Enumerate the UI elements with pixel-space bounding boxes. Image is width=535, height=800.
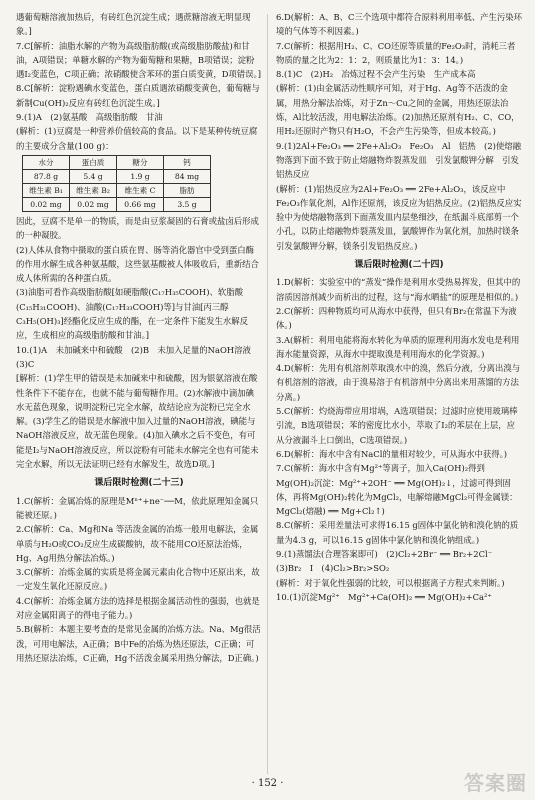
table-row	[23, 183, 211, 197]
answer-s23-q2: 2.C(解析：Ca、Mg和Na 等活泼金属的冶炼一般用电解法，金属单质与H₂O或CO₂反应生成碳酸钠，故不能用CO还原法治炼，Hg、Ag用热分解法冶炼。)	[16, 524, 259, 563]
answer-s24-q5: 5.C(解析：灼烧海带应用坩埚，A选项错误；过滤时应使用玻璃棒引流，B选项错误；苯的密度比水小，萃取了I₂的苯层在上层，应从分液漏斗上口倒出，C选项错误。)	[276, 406, 518, 445]
column-divider	[267, 14, 268, 774]
table-cell: 0.02 mg	[23, 197, 70, 211]
page-number: · 152 ·	[251, 778, 284, 789]
answer-s24-q8: 8.C(解析：采用差量法可求得16.15 g固体中氯化钠和溴化钠的质量为4.3 g，可以16.15 g固体中氯化钠和溴化钠组成。)	[276, 520, 519, 545]
table-cell: 维生素 C	[117, 183, 164, 197]
table-row	[23, 155, 211, 169]
tofu-nutrition-table	[22, 155, 211, 212]
answer-s23-q8: 8.(1)C (2)H₂ 冶炼过程不会产生污染 生产成本高	[276, 69, 476, 80]
table-row	[23, 197, 211, 211]
table-cell: 3.5 g	[164, 197, 211, 211]
table-cell: 糖分	[117, 155, 164, 169]
table-cell: 蛋白质	[70, 155, 117, 169]
section-heading-24: 课后限时检测(二十四)	[354, 260, 444, 271]
answer-s23-q9-explanation: (解析：(1)铝热反应为2Al+Fe₂O₃ ══ 2Fe+Al₂O₃，该反应中Fe₂O₃作氧化剂，Al作还原剂，该反应为铝热反应。(2)铝热反应实验中为使熔融物落到下面蒸发皿内层垫细沙，在纸漏斗底部剪一个小孔，以防止熔融物炸裂蒸发皿，氯酸钾作为氧化剂，加热时镁条引发氯酸钾分解，镁条引发铝热反应。)	[276, 183, 522, 251]
answer-s24-q7: 7.C(解析：海水中含有Mg²⁺等离子，加入Ca(OH)₂得到Mg(OH)₂沉淀：Mg²⁺+2OH⁻ ══ Mg(OH)₂↓，过滤可得到固体，再将Mg(OH)₂转化为MgCl₂，电解熔融MgCl₂可得金属镁：MgCl₂(熔融) ══ Mg+Cl₂↑)	[276, 463, 518, 517]
answer-s24-q4: 4.D(解析：先用有机溶剂萃取溴水中的溴，然后分液，分离出溴与有机溶剂的溶液，由于溴易溶于有机溶剂中分离出来用蒸馏的方法分离。)	[276, 363, 521, 402]
answer-s23-q7: 7.C(解析：根据用H₂、C、CO还原等质量的Fe₂O₃时，消耗三者物质的量之比为2：1：2，则质量比为1：3：14。)	[276, 40, 516, 65]
watermark-logo: 答案圈	[464, 771, 527, 795]
table-cell: 钙	[164, 155, 211, 169]
answer-s23-q6: 6.D(解析：A、B、C三个选项中都符合原料利用率低、产生污染环境的气体等不利因素。)	[276, 12, 522, 37]
answer-paragraph: 因此，豆腐不是单一的物质，而是由豆浆凝固的石膏或盐卤后形成的一种凝胶。	[16, 215, 259, 241]
table-cell: 脂肪	[164, 183, 211, 197]
table-cell: 0.02 mg	[70, 197, 117, 211]
table-row	[23, 169, 211, 183]
answer-q7: 7.C[解析：油脂水解的产物为高级脂肪酸(或高级脂肪酸盐)和甘油，A项错误；单糖水解的产物为葡萄糖和果糖，B项错误；淀粉遇I₂变蓝色，C项正确；浓硝酸使含苯环的蛋白质变黄，D项错误。]	[16, 40, 261, 80]
answer-s23-q3: 3.C(解析：冶炼金属的实质是将金属元素由化合物中还原出来，故一定发生氧化还原反应。)	[16, 567, 260, 592]
table-cell: 维生素 B₂	[70, 183, 117, 197]
table-cell: 84 mg	[164, 169, 211, 183]
section-heading-23: 课后限时检测(二十三)	[94, 478, 184, 489]
answer-q9-explanation: (解析：(1)豆腐是一种营养价值较高的食品。以下是某种传统豆腐的主要成分含量(100 g)：	[16, 126, 258, 151]
answer-s24-q9: 9.(1)蒸馏法(合理答案即可) (2)Cl₂+2Br⁻ ══ Br₂+2Cl⁻ (3)Br₂ I (4)Cl₂>Br₂>SO₂	[276, 548, 501, 574]
answer-paragraph: (3)油脂可看作高级脂肪酸[如硬脂酸(C₁₇H₃₅COOH)、软脂酸(C₁₅H₃₁COOH)、油酸(C₁₇H₃₃COOH)等]与甘油[丙三醇C₃H₅(OH)₃]经酯化反应生成的酯，在一定条件下能发生水解反应，生成相应的高级脂肪酸和甘油。]	[16, 287, 249, 341]
left-column	[16, 10, 262, 665]
answer-s23-q4: 4.C(解析：冶炼金属方法的选择是根据金属活动性的强弱，也就是对应金属阳离子的得电子能力。)	[16, 595, 260, 620]
answer-q8: 8.C[解析：淀粉遇碘水变蓝色，蛋白质遇浓硝酸变黄色，葡萄糖与新制Cu(OH)₂反应有砖红色沉淀生成。]	[16, 83, 260, 108]
answer-q9: 9.(1)A (2)氨基酸 高级脂肪酸 甘油	[16, 112, 163, 123]
answer-s23-q5: 5.B(解析：本题主要考查的是常见金属的冶炼方法。Na、Mg很活泼，可用电解法，A正确；B中Fe的冶炼为热还原法，C正确；可用热还原法冶炼，C正确，Hg不活泼金属采用热分解法，D正确。)	[16, 624, 261, 663]
answer-s23-q1: 1.C(解析：金属冶炼的原理是Mⁿ⁺+ne⁻──M，依此原理知金属只能被还原。)	[16, 495, 259, 520]
answer-s24-q2: 2.C(解析：四种物质均可从海水中获得，但只有Br₂在常温下为液体。)	[276, 305, 517, 331]
answer-q10-explanation: [解析：(1)学生甲的错误是未加碱来中和硫酸，因为银氨溶液在酸性条件下不能存在，也就不能与葡萄糖作用。(2)水解液中滴加碘水无蓝色现象，说明淀粉已完全水解，故结论应为淀粉已完全水解。(3)学生乙的错误是水解液中加入过量的NaOH溶液，碘能与NaOH溶液反应，故无蓝色现象。(4)加入碘水之后不变色，有可能是I₂与NaOH溶液反应，所以淀粉有可能未水解完全也有可能未完全水解，所以无法证明已经有水解发生，故选D项。]	[16, 373, 259, 470]
answer-paragraph: 遇葡萄糖溶液加热后，有砖红色沉淀生成；遇蔗糖溶液无明显现象。]	[16, 12, 251, 37]
right-column	[276, 10, 522, 604]
table-cell: 1.9 g	[117, 169, 164, 183]
answer-s24-q6: 6.D(解析：海水中含有NaCl的量相对较少，可从海水中获得。)	[276, 448, 508, 459]
answer-paragraph: (2)人体从食物中摄取的蛋白质在胃、肠等消化器官中受到蛋白酶的作用水解生成各种氨基酸，这些氨基酸被人体吸收后，重新结合成人体所需的各种蛋白质。	[16, 244, 259, 284]
table-cell: 0.66 mg	[117, 197, 164, 211]
answer-s24-q9-explanation: (解析：对于氧化性强弱的比较，可以根据离子方程式来判断。)	[276, 577, 505, 588]
answer-s23-q9: 9.(1)2Al+Fe₂O₃ ══ 2Fe+Al₂O₃ Fe₂O₃ Al 铝热 (2)使熔融物落到下面不致于防止熔融物炸裂蒸发皿 引发氯酸钾分解 引发铝热反应	[276, 140, 522, 180]
answer-s24-q3: 3.A(解析：利用电能将海水转化为单质的原理利用海水发电是利用海水能量资源，从海水中提取溴是利用海水的化学资源。)	[276, 334, 520, 359]
table-cell: 维生素 B₁	[23, 183, 70, 197]
answer-s24-q1: 1.D(解析：实验室中的“蒸发”操作是利用水受热易挥发，但其中的溶质因溶剂减少而析出的过程，这与“海水晒盐”的原理是相似的。)	[276, 277, 521, 302]
answer-q10: 10.(1)A 未加碱来中和硫酸 (2)B 未加入足量的NaOH溶液 (3)C	[16, 344, 260, 369]
table-cell: 87.8 g	[23, 169, 70, 183]
table-cell: 水分	[23, 155, 70, 169]
table-cell: 5.4 g	[70, 169, 117, 183]
answer-s24-q10: 10.(1)沉淀Mg²⁺ Mg²⁺+Ca(OH)₂ ══ Mg(OH)₂+Ca²⁺	[276, 591, 492, 602]
answer-s23-q8-explanation: (解析：(1)由金属活动性顺序可知，对于Hg、Ag等不活泼的金属，用热分解法冶炼，对于Zn～Cu之间的金属，用热还原法冶炼，Al比较活泼，用电解法冶炼。(2)加热还原剂有H₂、C、CO，用H₂还原时产物只有H₂O，不会产生污染等，但成本较高。)	[276, 83, 520, 137]
